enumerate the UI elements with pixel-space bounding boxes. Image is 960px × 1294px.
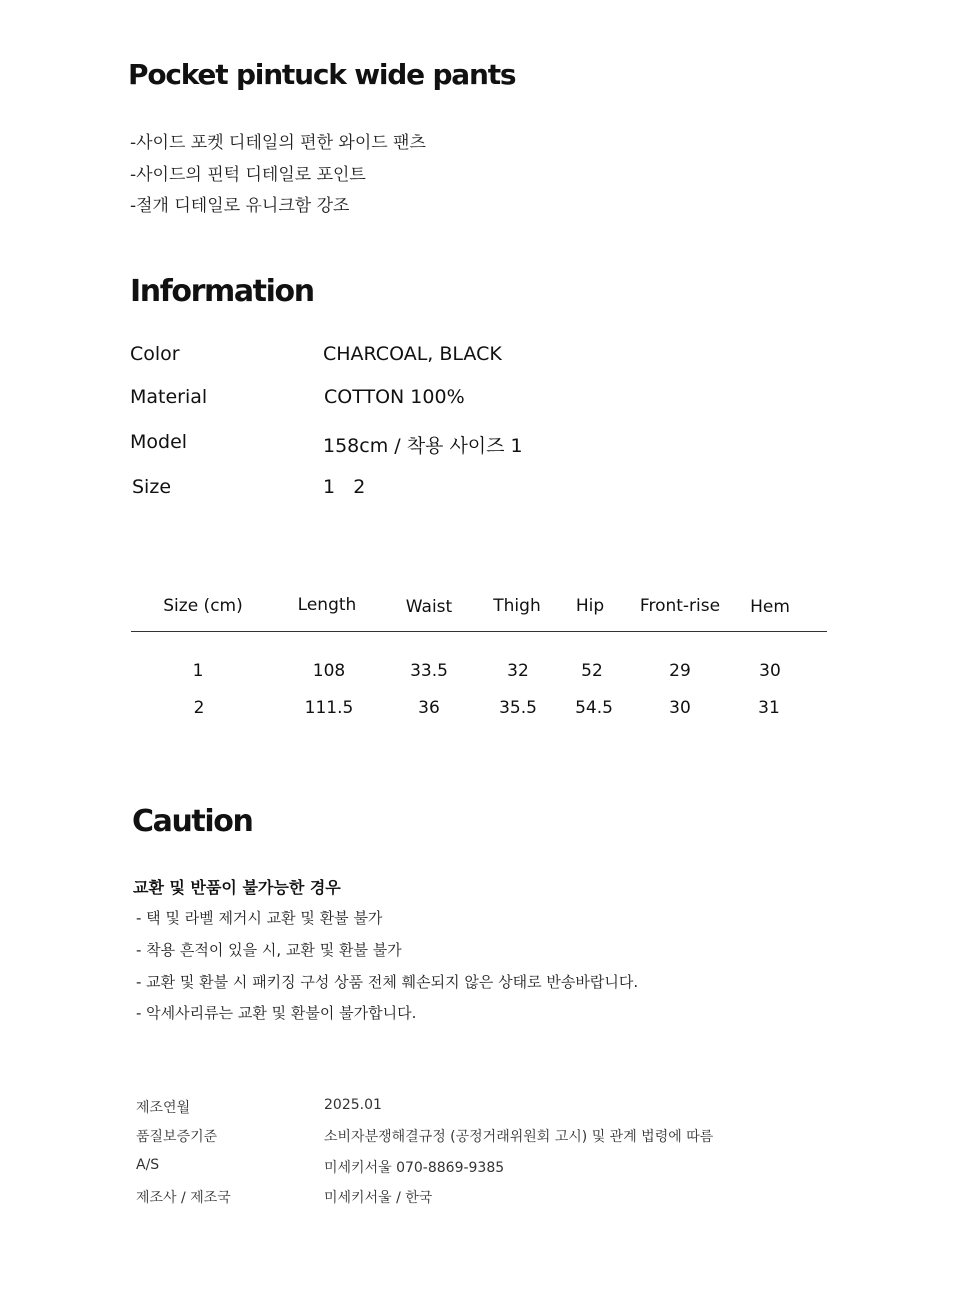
table-cell: 36	[418, 698, 440, 718]
table-header-hem: Hem	[750, 597, 790, 617]
caution-item: - 착용 흔적이 있을 시, 교환 및 환불 불가	[136, 941, 402, 959]
info-label-material: Material	[130, 386, 208, 408]
info-label-model: Model	[130, 431, 188, 453]
table-cell: 108	[312, 661, 346, 681]
description-line: -사이드의 핀턱 디테일로 포인트	[130, 165, 366, 185]
table-cell: 2	[193, 698, 205, 718]
footer-label-manufacturer: 제조사 / 제조국	[136, 1190, 231, 1206]
table-cell: 111.5	[304, 698, 354, 718]
table-cell: 31	[758, 698, 780, 718]
footer-value-quality: 소비자분쟁해결규정 (공정거래위원회 고시) 및 관계 법령에 따름	[324, 1129, 714, 1145]
caution-item: - 택 및 라벨 제거시 교환 및 환불 불가	[136, 909, 383, 927]
info-value-model: 158cm / 착용 사이즈 1	[323, 435, 523, 457]
table-divider	[131, 631, 827, 632]
info-label-color: Color	[130, 343, 180, 365]
footer-value-manufacturer: 미세키서울 / 한국	[324, 1190, 433, 1206]
table-cell: 29	[669, 661, 691, 681]
table-header-thigh: Thigh	[493, 596, 541, 616]
footer-value-manufacture-date: 2025.01	[324, 1097, 382, 1113]
information-heading: Information	[130, 274, 314, 309]
info-value-color: CHARCOAL, BLACK	[323, 343, 502, 365]
footer-value-as: 미세키서울 070-8869-9385	[324, 1160, 505, 1176]
caution-item: - 교환 및 환불 시 패키징 구성 상품 전체 훼손되지 않은 상태로 반송바랍니다.	[136, 973, 639, 991]
caution-item: - 악세사리류는 교환 및 환불이 불가합니다.	[136, 1004, 417, 1022]
footer-label-manufacture-date: 제조연월	[136, 1100, 191, 1116]
table-cell: 54.5	[575, 698, 613, 718]
table-cell: 30	[759, 661, 781, 681]
table-cell: 52	[581, 661, 603, 681]
info-value-material: COTTON 100%	[324, 386, 465, 408]
table-cell: 35.5	[499, 698, 537, 718]
table-cell: 32	[507, 661, 529, 681]
description-line: -사이드 포켓 디테일의 편한 와이드 팬츠	[130, 133, 426, 153]
table-header-front-rise: Front-rise	[639, 596, 721, 616]
table-cell: 30	[669, 698, 691, 718]
footer-label-quality: 품질보증기준	[136, 1129, 218, 1145]
table-cell: 1	[192, 661, 204, 681]
description-line: -절개 디테일로 유니크함 강조	[130, 196, 350, 216]
caution-heading: Caution	[132, 804, 253, 839]
product-title: Pocket pintuck wide pants	[128, 58, 516, 91]
table-header-size: Size (cm)	[163, 596, 243, 616]
table-cell: 33.5	[410, 661, 448, 681]
table-header-length: Length	[297, 595, 357, 615]
info-label-size: Size	[132, 476, 172, 498]
footer-label-as: A/S	[136, 1157, 160, 1173]
info-value-size: 1 2	[323, 476, 366, 498]
table-header-hip: Hip	[575, 596, 605, 616]
table-header-waist: Waist	[405, 597, 453, 617]
caution-subheading: 교환 및 반품이 불가능한 경우	[133, 878, 341, 897]
